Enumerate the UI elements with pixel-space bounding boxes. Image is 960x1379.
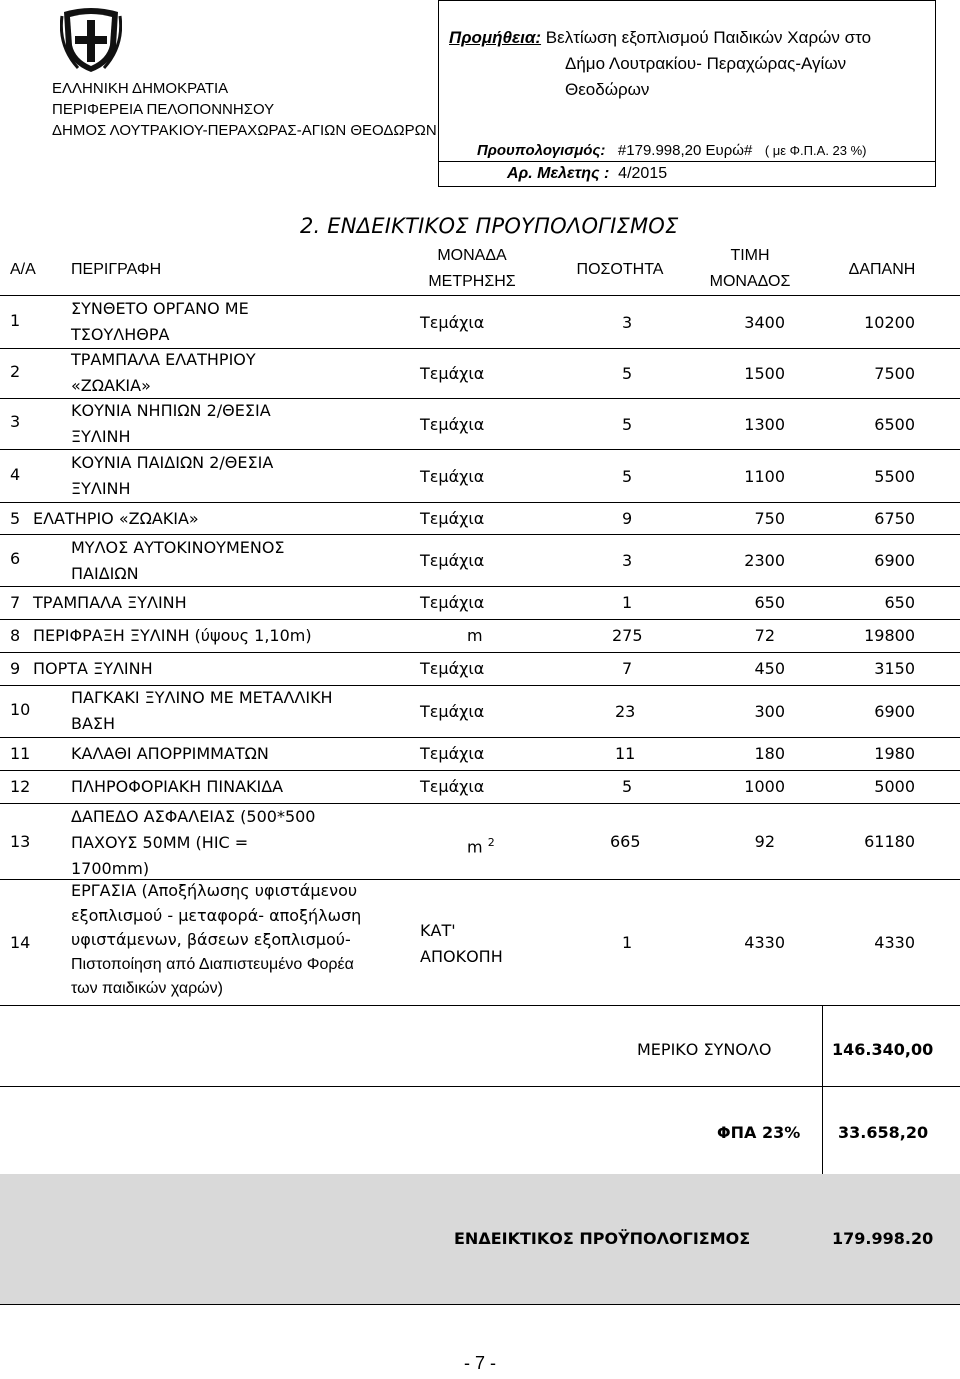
table-row	[0, 587, 960, 620]
row-unit-price: 180	[754, 744, 785, 763]
row-description-line: ΚΟΥΝΙΑ ΠΑΙΔΙΩΝ 2/ΘΕΣΙΑ	[71, 453, 274, 472]
row-unit-price: 750	[754, 509, 785, 528]
row-description	[71, 535, 285, 587]
total-label: ΕΝΔΕΙΚΤΙΚΟΣ ΠΡΟΫΠΟΛΟΓΙΣΜΟΣ	[454, 1229, 751, 1248]
row-quantity: 5	[622, 415, 633, 434]
row-unit: Τεμάχια	[420, 777, 485, 796]
table-row	[0, 535, 960, 587]
row-unit: Τεμάχια	[420, 364, 485, 383]
header-no: Α/Α	[10, 261, 36, 278]
table-row	[0, 296, 960, 349]
table-header	[0, 243, 960, 296]
country-name: ΕΛΛΗΝΙΚΗ ΔΗΜΟΚΡΑΤΙΑ	[52, 80, 229, 97]
row-cost: 5000	[874, 777, 915, 796]
row-description-line: των παιδικών χαρών)	[71, 980, 223, 997]
row-description-line: ΒΑΣΗ	[71, 714, 116, 733]
subtotal-value: 146.340,00	[832, 1040, 934, 1059]
table-row	[0, 653, 960, 686]
row-description: ΠΕΡΙΦΡΑΞΗ ΞΥΛΙΝΗ (ύψους 1,10m)	[33, 626, 312, 645]
header-description: ΠΕΡΙΓΡΑΦΗ	[71, 261, 162, 278]
row-description	[71, 450, 273, 502]
row-number: 8	[10, 626, 21, 645]
row-unit-price: 650	[754, 593, 785, 612]
total-value: 179.998.20	[832, 1229, 934, 1248]
row-description: ΚΑΛΑΘΙ ΑΠΟΡΡΙΜΜΑΤΩΝ	[71, 744, 269, 763]
row-description	[71, 398, 271, 450]
table-row	[0, 771, 960, 804]
project-info	[438, 0, 936, 187]
row-description-line: ΠΑΧΟΥΣ 50ΜΜ (HIC =	[71, 833, 249, 852]
row-description-line: ΠΑΓΚΑΚΙ ΞΥΛΙΝΟ ΜΕ ΜΕΤΑΛΛΙΚΗ	[71, 688, 333, 707]
row-unit-price: 2300	[744, 551, 785, 570]
row-unit-price: 1300	[744, 415, 785, 434]
column-divider	[822, 1174, 823, 1304]
municipality-name: ΔΗΜΟΣ ΛΟΥΤΡΑΚΙΟΥ-ΠΕΡΑΧΩΡΑΣ-ΑΓΙΩΝ ΘΕΟΔΩΡΩΝ	[52, 122, 437, 139]
row-cost: 650	[884, 593, 915, 612]
row-unit-price: 72	[754, 626, 775, 645]
row-description: ΠΛΗΡΟΦΟΡΙΑΚΗ ΠΙΝΑΚΙΔΑ	[71, 777, 284, 796]
row-cost: 4330	[874, 933, 915, 952]
page-title: 2. ΕΝΔΕΙΚΤΙΚΟΣ ΠΡΟΥΠΟΛΟΓΙΣΜΟΣ	[300, 214, 679, 238]
study-label: Αρ. Μελετης :	[507, 165, 610, 182]
row-number: 7	[10, 593, 21, 612]
row-unit-price: 1500	[744, 364, 785, 383]
table-row	[0, 804, 960, 880]
budget-value: #179.998,20 Ευρώ#	[617, 142, 753, 159]
row-description	[71, 804, 315, 882]
total-row	[0, 1174, 960, 1305]
row-unit-price: 4330	[744, 933, 785, 952]
row-unit: Τεμάχια	[420, 659, 485, 678]
row-quantity: 665	[610, 832, 641, 851]
row-number: 3	[10, 412, 21, 431]
project-box	[438, 0, 936, 162]
row-quantity: 5	[622, 777, 633, 796]
row-description-line: ΜΥΛΟΣ ΑΥΤΟΚΙΝΟΥΜΕΝΟΣ	[71, 538, 285, 557]
row-unit	[467, 830, 495, 860]
row-quantity: 3	[622, 313, 633, 332]
row-description-line: ΕΡΓΑΣΙΑ (Αποξήλωσης υφιστάμενου	[71, 881, 358, 900]
study-number: 4/2015	[618, 165, 668, 182]
header-unit-price	[695, 243, 805, 295]
row-description: ΤΡΑΜΠΑΛΑ ΞΥΛΙΝΗ	[33, 593, 187, 612]
row-description-line: ΔΑΠΕΔΟ ΑΣΦΑΛΕΙΑΣ (500*500	[71, 807, 316, 826]
header-price-line2: ΜΟΝΑΔΟΣ	[709, 273, 791, 290]
row-cost: 19800	[864, 626, 915, 645]
row-cost: 6750	[874, 509, 915, 528]
row-cost: 6900	[874, 551, 915, 570]
budget-note: ( με Φ.Π.Α. 23 %)	[764, 143, 867, 158]
table-row	[0, 399, 960, 450]
row-number: 11	[10, 744, 31, 763]
row-number: 5	[10, 509, 21, 528]
row-unit-superscript: 2	[487, 836, 495, 849]
row-description-line: ΤΡΑΜΠΑΛΑ ΕΛΑΤΗΡΙΟΥ	[71, 350, 256, 369]
row-cost: 6900	[874, 702, 915, 721]
header-cost: ΔΑΠΑΝΗ	[848, 261, 916, 278]
row-unit: Τεμάχια	[420, 509, 485, 528]
row-description-line: ΠΑΙΔΙΩΝ	[71, 564, 139, 583]
row-description-line: ΞΥΛΙΝΗ	[71, 479, 131, 498]
project-title-line3: Θεοδώρων	[565, 80, 650, 99]
row-unit-price: 1000	[744, 777, 785, 796]
row-description	[71, 347, 256, 399]
row-cost: 3150	[874, 659, 915, 678]
row-description-line: ΚΟΥΝΙΑ ΝΗΠΙΩΝ 2/ΘΕΣΙΑ	[71, 401, 271, 420]
row-description	[71, 685, 333, 737]
row-quantity: 7	[622, 659, 633, 678]
table-row	[0, 503, 960, 535]
row-number: 14	[10, 933, 31, 952]
row-description-line: Πιστοποίηση από Διαπιστευμένο Φορέα	[71, 955, 354, 973]
row-description	[71, 296, 249, 348]
row-description-line: ΞΥΛΙΝΗ	[71, 427, 131, 446]
row-unit-price: 1100	[744, 467, 785, 486]
header-unit-line2: ΜΕΤΡΗΣΗΣ	[428, 273, 516, 290]
row-unit-line: ΑΠΟΚΟΠΗ	[420, 947, 503, 966]
row-unit-price: 3400	[744, 313, 785, 332]
header-quantity: ΠΟΣΟΤΗΤΑ	[576, 261, 664, 278]
row-number: 1	[10, 311, 21, 330]
project-label: Προμήθεια:	[449, 28, 542, 47]
row-unit-price: 450	[754, 659, 785, 678]
row-unit: Τεμάχια	[420, 467, 485, 486]
row-quantity: 23	[615, 702, 636, 721]
row-unit-price: 92	[754, 832, 775, 851]
column-divider	[822, 1006, 823, 1174]
row-cost: 7500	[874, 364, 915, 383]
row-quantity: 3	[622, 551, 633, 570]
row-unit: Τεμάχια	[420, 744, 485, 763]
project-title-line1: Βελτίωση εξοπλισμού Παιδικών Χαρών στο	[545, 28, 872, 47]
row-quantity: 5	[622, 467, 633, 486]
vat-value: 33.658,20	[838, 1123, 929, 1142]
row-unit: Τεμάχια	[420, 702, 485, 721]
row-cost: 5500	[874, 467, 915, 486]
budget-label: Προυπολογισμός:	[477, 142, 606, 159]
row-quantity: 5	[622, 364, 633, 383]
row-number: 12	[10, 777, 31, 796]
row-quantity: 1	[622, 593, 633, 612]
table-row	[0, 349, 960, 399]
page-number: - 7 -	[463, 1353, 496, 1373]
study-box	[438, 162, 936, 187]
row-description	[71, 879, 361, 1002]
row-number: 10	[10, 700, 31, 719]
header-unit-line1: ΜΟΝΑΔΑ	[437, 247, 507, 264]
subtotal-row	[0, 1006, 960, 1087]
vat-label: ΦΠΑ 23%	[717, 1123, 801, 1142]
row-number: 2	[10, 362, 21, 381]
row-unit: m	[467, 626, 483, 645]
row-description-line: 1700mm)	[71, 859, 150, 878]
row-unit-price: 300	[754, 702, 785, 721]
row-unit: Τεμάχια	[420, 415, 485, 434]
table-row	[0, 738, 960, 771]
row-quantity: 11	[615, 744, 636, 763]
header-price-line1: ΤΙΜΗ	[730, 247, 770, 264]
table-row	[0, 620, 960, 653]
row-cost: 61180	[864, 832, 915, 851]
row-number: 4	[10, 465, 21, 484]
subtotal-label: ΜΕΡΙΚΟ ΣΥΝΟΛΟ	[637, 1040, 772, 1059]
table-row	[0, 686, 960, 738]
project-title-line2: Δήμο Λουτρακίου- Περαχώρας-Αγίων	[565, 54, 847, 73]
vat-row	[0, 1086, 960, 1175]
row-number: 13	[10, 832, 31, 851]
row-quantity: 275	[612, 626, 643, 645]
header-unit	[412, 243, 532, 295]
row-description: ΠΟΡΤΑ ΞΥΛΙΝΗ	[33, 659, 153, 678]
row-unit-text: m	[467, 837, 483, 857]
row-description-line: «ΖΩΑΚΙΑ»	[71, 376, 151, 395]
greek-coat-of-arms-icon	[60, 6, 122, 74]
row-unit: Τεμάχια	[420, 593, 485, 612]
row-cost: 6500	[874, 415, 915, 434]
row-unit: Τεμάχια	[420, 313, 485, 332]
table-row	[0, 450, 960, 503]
row-cost: 10200	[864, 313, 915, 332]
row-unit	[420, 918, 503, 970]
row-number: 9	[10, 659, 21, 678]
row-quantity: 9	[622, 509, 633, 528]
row-quantity: 1	[622, 933, 633, 952]
row-description-line: ΣΥΝΘΕΤΟ ΟΡΓΑΝΟ ΜΕ	[71, 299, 249, 318]
row-number: 6	[10, 549, 21, 568]
row-description-line: ΤΣΟΥΛΗΘΡΑ	[71, 325, 170, 344]
region-name: ΠΕΡΙΦΕΡΕΙΑ ΠΕΛΟΠΟΝΝΗΣΟΥ	[52, 101, 275, 118]
row-description-line: υφιστάμενων, βάσεων εξοπλισμού-	[71, 930, 351, 949]
row-description-line: εξοπλισμού - μεταφορά- αποξήλωση	[71, 905, 362, 925]
row-description: ΕΛΑΤΗΡΙΟ «ΖΩΑΚΙΑ»	[33, 509, 199, 528]
row-unit-line: ΚΑΤ'	[420, 921, 456, 940]
row-unit: Τεμάχια	[420, 551, 485, 570]
table-row	[0, 880, 960, 1006]
row-cost: 1980	[874, 744, 915, 763]
